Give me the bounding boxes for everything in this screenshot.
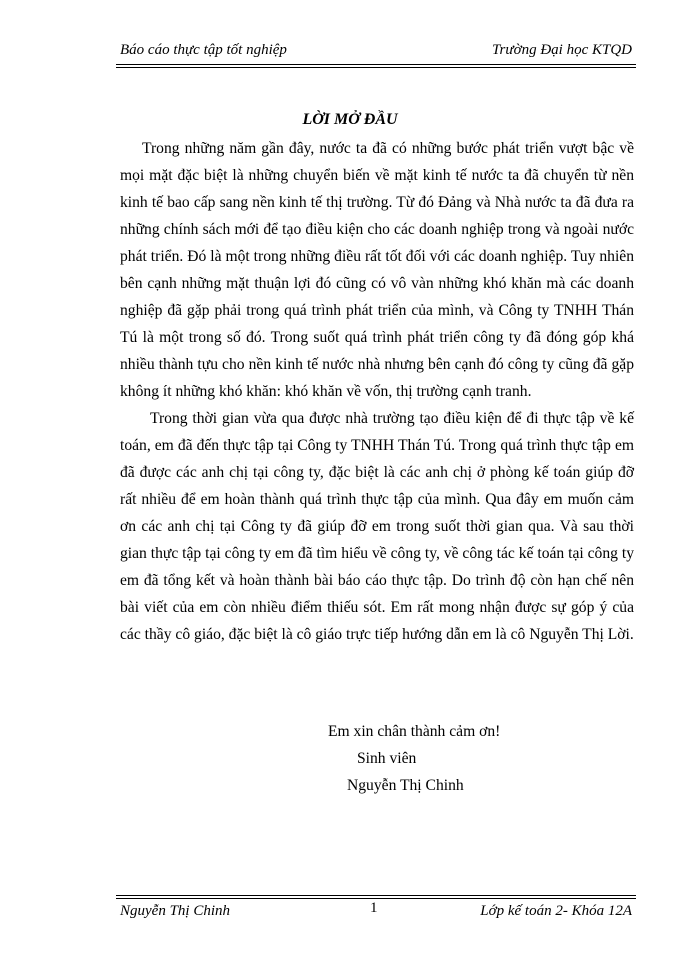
header-divider <box>116 67 636 68</box>
page-header <box>116 40 636 65</box>
paragraph-intro: Trong những năm gần đây, nước ta đã có những bước phát triển vượt bậc về mọi mặt đặc biệt là những chuyển biến về mặt kinh tế nước ta đã chuyển từ nền kinh tế bao cấp sang nền kinh tế thị trường. Từ đó Đảng và Nhà nước ta đã đưa ra những chính sách mới để tạo điều kiện cho các doanh nghiệp trong và ngoài nước phát triển. Đó là một trong những điều rất tốt đối với các doanh nghiệp. Tuy nhiên bên cạnh những mặt thuận lợi đó cũng có vô vàn những khó khăn mà các doanh nghiệp đã gặp phải trong quá trình phát triển của mình, và Công ty TNHH Thán Tú là một trong số đó. Trong suốt quá trình phát triển công ty đã đóng góp khá nhiều thành tựu cho nền kinh tế nước nhà nhưng bên cạnh đó công ty cũng đã gặp không ít những khó khăn: khó khăn về vốn, thị trường cạnh tranh. <box>120 140 634 400</box>
footer-class: Lớp kế toán 2- Khóa 12A <box>480 903 632 919</box>
footer-divider-inner <box>116 898 636 899</box>
header-university: Trường Đại học KTQD <box>492 42 632 58</box>
page-footer <box>116 902 636 924</box>
signature-thanks: Em xin chân thành cảm ơn! <box>328 723 501 740</box>
signature-role: Sinh viên <box>357 750 417 767</box>
page-title: LỜI MỞ ĐẦU <box>302 111 398 128</box>
signature-name: Nguyễn Thị Chinh <box>347 777 464 794</box>
footer-divider <box>116 895 636 896</box>
page-number: 1 <box>370 900 378 916</box>
header-report-title: Báo cáo thực tập tốt nghiệp <box>120 42 287 58</box>
document-body <box>120 135 634 648</box>
footer-author: Nguyễn Thị Chinh <box>120 903 231 919</box>
paragraph-acknowledgement: Trong thời gian vừa qua được nhà trường tạo điều kiện để đi thực tập về kế toán, em đã đến thực tập tại Công ty TNHH Thán Tú. Trong quá trình thực tập em đã được các anh chị tại công ty, đặc biệt là các anh chị ở phòng kế toán giúp đỡ rất nhiều để em hoàn thành quá trình thực tập của mình. Qua đây em muốn cảm ơn các anh chị tại Công ty đã giúp đỡ em trong suốt thời gian qua. Và sau thời gian thực tập tại công ty em đã tìm hiểu về công ty, về công tác kế toán tại công ty em đã tổng kết và hoàn thành bài báo cáo thực tập. Do trình độ còn hạn chế nên bài viết của em còn nhiều điểm thiếu sót. Em rất mong nhận được sự góp ý của các thầy cô giáo, đặc biệt là cô giáo trực tiếp hướng dẫn em là cô Nguyễn Thị Lời. <box>120 410 634 643</box>
